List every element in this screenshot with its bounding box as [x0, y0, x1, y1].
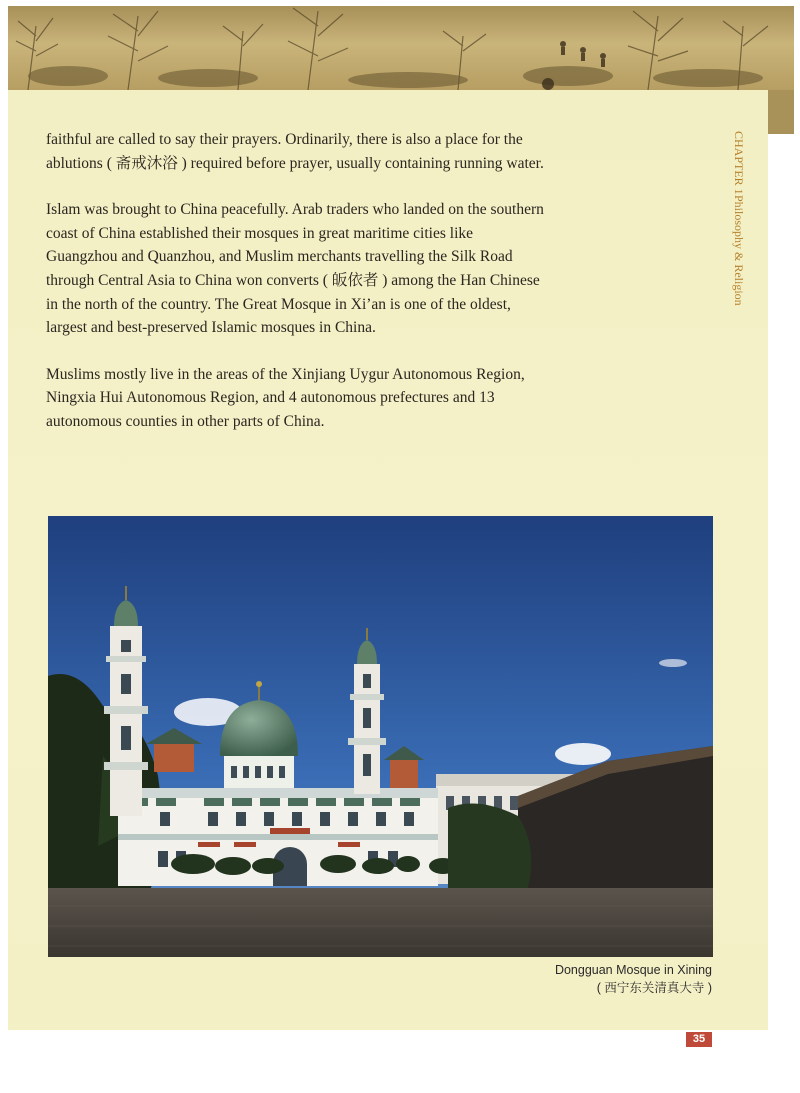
body-text — [46, 128, 546, 457]
paragraph: faithful are called to say their prayers. Ordinarily, there is also a place for the ablutions ( 斋戒沐浴 ) required before prayer, usually containing running water. — [46, 131, 544, 172]
chapter-label — [731, 131, 746, 305]
banner-landscape-illustration — [8, 6, 794, 90]
paragraph: Muslims mostly live in the areas of the Xinjiang Uygur Autonomous Region, Ningxia Hui Autonomous Region, and 4 autonomous prefectures and 13 autonomous counties in other parts of China. — [46, 365, 525, 430]
photo-caption — [460, 961, 712, 997]
mosque-photo — [48, 516, 713, 957]
page-number-badge: 35 — [686, 1032, 712, 1047]
caption-english: Dongguan Mosque in Xining — [554, 963, 712, 977]
decorative-banner-painting — [8, 6, 794, 90]
chapter-number: CHAPTER 1 — [732, 131, 746, 195]
decorative-edge-strip — [768, 90, 794, 134]
dongguan-mosque-illustration — [48, 516, 713, 957]
paragraph: Islam was brought to China peacefully. Arab traders who landed on the southern coast of China established their mosques in great maritime cities like Guangzhou and Quanzhou, and Muslim merchants travelling the Silk Road through Central Asia to China won converts ( 皈依者 ) among the Han Chinese in the north of the country. The Great Mosque in Xi’an is one of the oldest, largest and best-preserved Islamic mosques in China. — [46, 201, 544, 337]
chapter-title: Philosophy & Religion — [732, 194, 746, 306]
caption-chinese: ( 西宁东关清真大寺 ) — [596, 981, 712, 995]
